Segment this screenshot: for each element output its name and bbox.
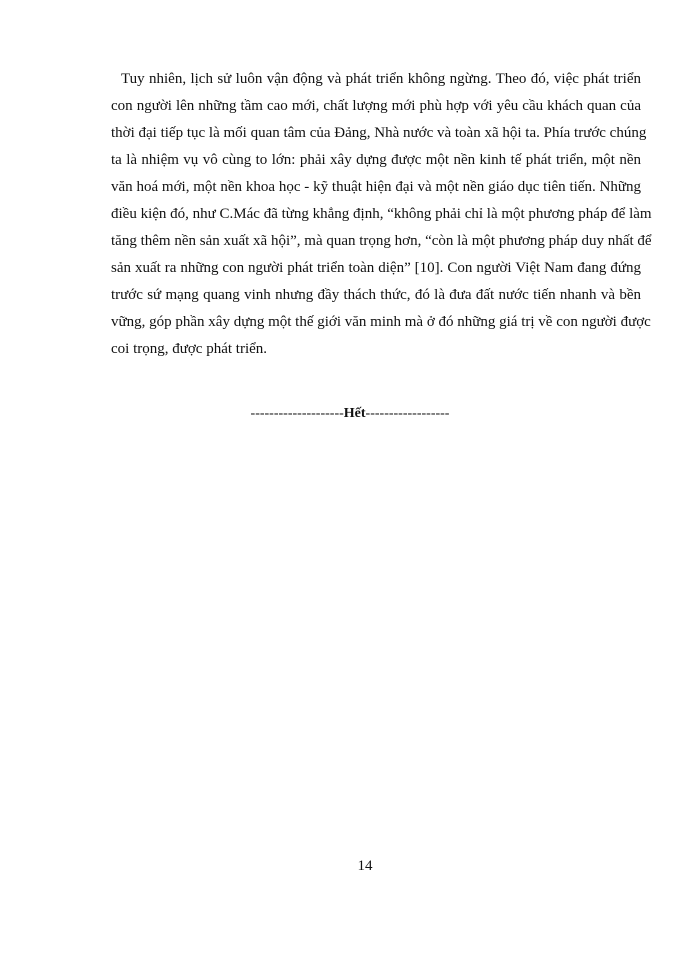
paragraph-line: thời đại tiếp tục là mối quan tâm của Đảng, Nhà nước và toàn xã hội ta. Phía trước chúng	[111, 125, 647, 141]
paragraph-line: văn hoá mới, một nền khoa học - kỹ thuật hiện đại và một nền giáo dục tiên tiến. Những	[111, 179, 641, 195]
end-mark-word: Hết	[343, 406, 366, 421]
paragraph-line: sản xuất ra những con người phát triển toàn diện” [10]. Con người Việt Nam đang đứng	[111, 260, 641, 276]
paragraph-line: coi trọng, được phát triển.	[111, 341, 268, 357]
end-mark-left-dashes: --------------------	[250, 406, 344, 421]
body-paragraph	[111, 66, 652, 363]
paragraph-line: ta là nhiệm vụ vô cùng to lớn: phải xây dựng được một nền kinh tế phát triển, một nền	[111, 152, 641, 168]
paragraph-line: con người lên những tầm cao mới, chất lượng mới phù hợp với yêu cầu khách quan của	[111, 98, 641, 114]
paragraph-line: điều kiện đó, như C.Mác đã từng khẳng định, “không phải chỉ là một phương pháp để làm	[111, 206, 652, 222]
paragraph-line: Tuy nhiên, lịch sử luôn vận động và phát triển không ngừng. Theo đó, việc phát triển	[121, 71, 641, 87]
end-mark-right-dashes: ------------------	[365, 406, 450, 421]
end-mark	[0, 406, 700, 422]
page-number: 14	[357, 858, 373, 874]
paragraph-line: tăng thêm nền sản xuất xã hội”, mà quan trọng hơn, “còn là một phương pháp duy nhất để	[111, 233, 652, 249]
paragraph-line: vững, góp phần xây dựng một thế giới văn minh mà ở đó những giá trị về con người được	[111, 314, 651, 330]
paragraph-line: trước sứ mạng quang vinh nhưng đầy thách thức, đó là đưa đất nước tiến nhanh và bền	[111, 287, 641, 303]
